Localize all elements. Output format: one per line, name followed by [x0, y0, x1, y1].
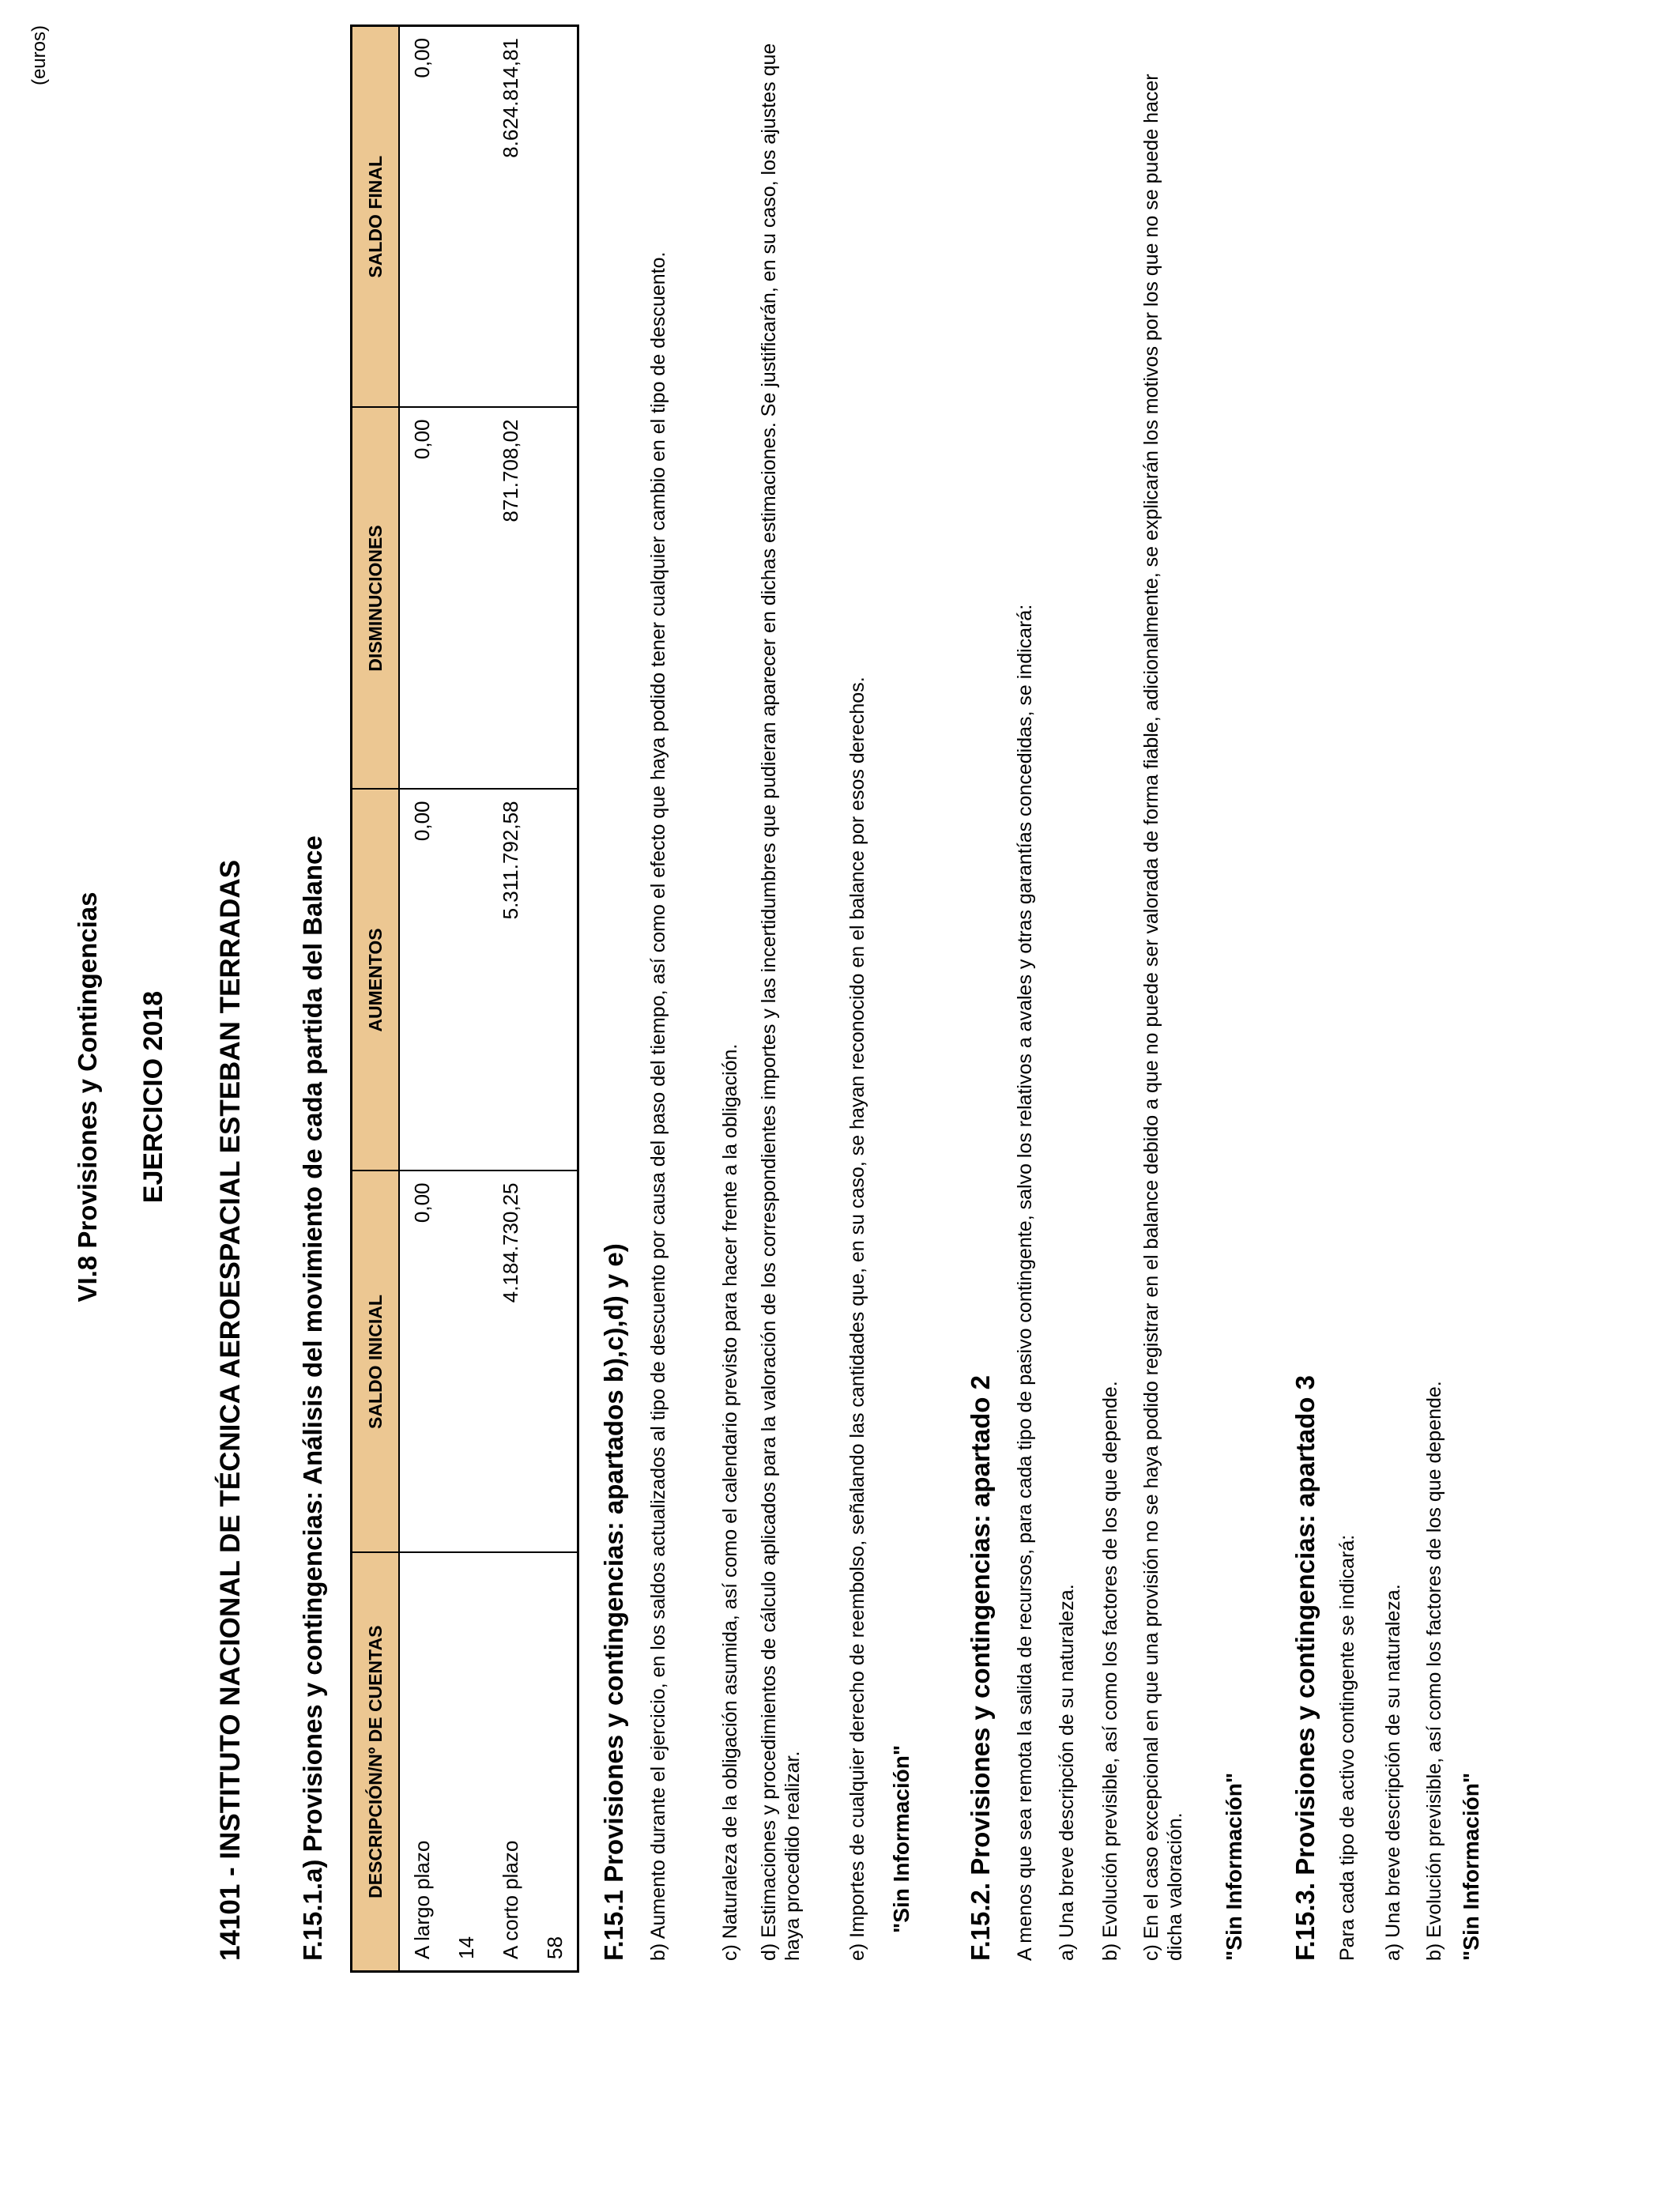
section-2-intro: A menos que sea remota la salida de recursos, para cada tipo de pasivo contingente, salvo los relativos a avales y otras garantías concedidas, se indicará: — [1014, 604, 1036, 1961]
row-disminuciones: 871.708,02 — [488, 408, 533, 790]
section-3-intro: Para cada tipo de activo contingente se indicará: — [1336, 1534, 1358, 1961]
section-1-item-e: e) Importes de cualquier derecho de reembolso, señalando las cantidades que, en su caso, se hayan reconocido en el balance por esos derechos. — [846, 677, 868, 1961]
col-header-saldo-inicial: SALDO INICIAL — [352, 1171, 400, 1553]
table-row — [488, 26, 533, 1972]
table-row — [533, 26, 578, 1972]
row-account-number: 14 — [444, 1553, 488, 1972]
section-1-sin-informacion: "Sin Información" — [889, 1744, 913, 1933]
section-3-sin-informacion: "Sin Información" — [1459, 1772, 1483, 1961]
exercise-title: EJERCICIO 2018 — [138, 990, 168, 1204]
section-1-item-c: c) Naturaleza de la obligación asumida, así como el calendario previsto para hacer frente a la obligación. — [719, 1043, 741, 1961]
section-2-heading: F.15.2. Provisiones y contingencias: apartado 2 — [966, 1375, 995, 1961]
movement-table — [350, 25, 579, 1973]
section-3-item-a: a) Una breve descripción de su naturaleza. — [1382, 1584, 1404, 1961]
section-1-heading: F.15.1 Provisiones y contingencias: apartados b),c),d) y e) — [599, 1243, 628, 1961]
organization-name: 14101 - INSTITUTO NACIONAL DE TÉCNICA AEROESPACIAL ESTEBAN TERRADAS — [215, 859, 246, 1961]
row-disminuciones: 0,00 — [399, 408, 444, 790]
row-aumentos: 5.311.792,58 — [488, 790, 533, 1171]
row-disminuciones — [533, 408, 578, 790]
units-label: (euros) — [28, 25, 50, 86]
section-3-item-b: b) Evolución previsible, así como los factores de los que depende. — [1423, 1381, 1445, 1961]
row-saldo-final: 8.624.814,81 — [488, 26, 533, 408]
row-saldo-inicial — [444, 1171, 488, 1553]
table-row — [399, 26, 444, 1972]
row-aumentos: 0,00 — [399, 790, 444, 1171]
row-saldo-inicial — [533, 1171, 578, 1553]
table-section-heading: F.15.1.a) Provisiones y contingencias: Análisis del movimiento de cada partida del Balance — [298, 835, 327, 1961]
col-header-saldo-final: SALDO FINAL — [352, 26, 400, 408]
section-2-item-b: b) Evolución previsible, así como los factores de los que depende. — [1099, 1381, 1121, 1961]
section-3-heading: F.15.3. Provisiones y contingencias: apartado 3 — [1290, 1375, 1320, 1961]
section-1-item-d: d) Estimaciones y procedimientos de cálculo aplicados para la valoración de los correspondientes importes y las incertidumbres que pudieran aparecer en dichas estimaciones. Se justificarán, en su caso, los ajustes que haya procedido realizar. — [758, 43, 804, 1961]
row-saldo-inicial: 0,00 — [399, 1171, 444, 1553]
page-title: VI.8 Provisiones y Contingencias — [73, 892, 102, 1302]
row-description: A largo plazo — [399, 1553, 444, 1972]
section-2-item-a: a) Una breve descripción de su naturaleza. — [1056, 1584, 1078, 1961]
row-account-number: 58 — [533, 1553, 578, 1972]
row-saldo-final — [444, 26, 488, 408]
col-header-aumentos: AUMENTOS — [352, 790, 400, 1171]
row-saldo-final — [533, 26, 578, 408]
col-header-description: DESCRIPCIÓN/Nº DE CUENTAS — [352, 1553, 400, 1972]
row-description: A corto plazo — [488, 1553, 533, 1972]
row-saldo-final: 0,00 — [399, 26, 444, 408]
row-aumentos — [533, 790, 578, 1171]
row-aumentos — [444, 790, 488, 1171]
section-2-item-c: c) En el caso excepcional en que una provisión no se haya podido registrar en el balance debido a que no puede ser valorada de forma fiable, adicionalmente, se explicarán los motivos por los que no se puede hacer dicha valoración. — [1140, 74, 1186, 1961]
section-2-sin-informacion: "Sin Información" — [1222, 1772, 1246, 1961]
row-saldo-inicial: 4.184.730,25 — [488, 1171, 533, 1553]
table-header-row — [352, 26, 400, 1972]
section-1-item-b: b) Aumento durante el ejercicio, en los saldos actualizados al tipo de descuento por causa del paso del tiempo, así como el efecto que haya podido tener cualquier cambio en el tipo de descuento. — [647, 251, 669, 1961]
col-header-disminuciones: DISMINUCIONES — [352, 408, 400, 790]
table-row — [444, 26, 488, 1972]
row-disminuciones — [444, 408, 488, 790]
